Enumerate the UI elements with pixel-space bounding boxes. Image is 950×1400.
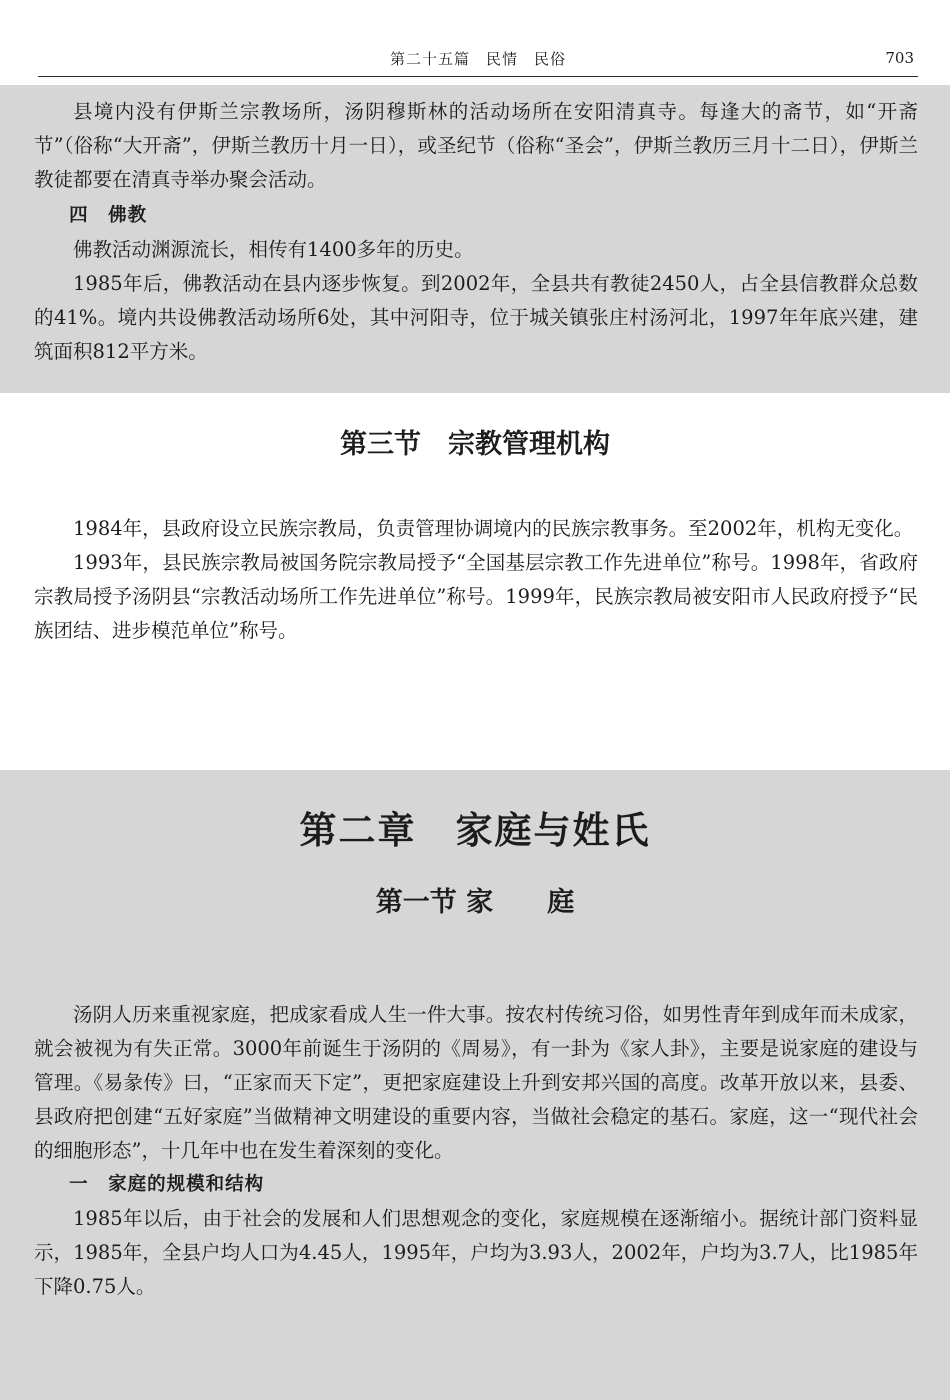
section-one-title: 第一节 家 庭 <box>375 887 575 918</box>
section-three-paragraph-2: 1993年，县民族宗教局被国务院宗教局授予“全国基层宗教工作先进单位”称号。1998年，省政府宗教局授予汤阴县“宗教活动场所工作先进单位”称号。1999年，民族宗教局被安阳市人民政府授予“民族团结、进步模范单位”称号。 <box>34 551 918 642</box>
buddhism-section <box>34 199 918 369</box>
family-intro-paragraph: 汤阴人历来重视家庭，把成家看成人生一件大事。按农村传统习俗，如男性青年到成年而未成家，就会被视为有失正常。3000年前诞生于汤阴的《周易》，有一卦为《家人卦》，主要是说家庭的建设与管理。《易彖传》曰，“正家而天下定”，更把家庭建设上升到安邦兴国的高度。改革开放以来，县委、县政府把创建“五好家庭”当做精神文明建设的重要内容，当做社会稳定的基石。家庭，这一“现代社会的细胞形态”，十几年中也在发生着深刻的变化。 <box>34 1003 918 1162</box>
buddhism-paragraph-1: 佛教活动渊源流长，相传有1400多年的历史。 <box>73 238 474 261</box>
section-three-paragraph-1: 1984年，县政府设立民族宗教局，负责管理协调境内的民族宗教事务。至2002年，机构无变化。 <box>73 517 914 540</box>
section-three-body <box>34 512 918 648</box>
islam-paragraph: 县境内没有伊斯兰宗教场所，汤阴穆斯林的活动场所在安阳清真寺。每逢大的斋节，如“开斋节”（俗称“大开斋”，伊斯兰教历十月一日），或圣纪节（俗称“圣会”，伊斯兰教历三月十二日），伊斯兰教徒都要在清真寺举办聚会活动。 <box>34 100 918 191</box>
running-header <box>38 40 918 77</box>
running-title: 第二十五篇 民情 民俗 <box>389 50 566 68</box>
islam-section <box>34 95 918 197</box>
chapter-two-title: 第二章 家庭与姓氏 <box>299 809 651 852</box>
family-scale-paragraph: 1985年以后，由于社会的发展和人们思想观念的变化，家庭规模在逐渐缩小。据统计部门资料显示，1985年，全县户均人口为4.45人，1995年，户均为3.93人，2002年，户均为3.7人，比1985年下降0.75人。 <box>34 1207 918 1298</box>
buddhism-heading: 四 佛教 <box>69 205 148 226</box>
buddhism-paragraph-2: 1985年后，佛教活动在县内逐步恢复。到2002年，全县共有教徒2450人，占全县信教群众总数的41%。境内共设佛教活动场所6处，其中河阳寺，位于城关镇张庄村汤河北，1997年年底兴建，建筑面积812平方米。 <box>34 272 918 363</box>
family-section-body <box>34 998 918 1304</box>
page-number: 703 <box>885 49 914 67</box>
family-scale-subheading: 一 家庭的规模和结构 <box>69 1174 265 1195</box>
section-three-title: 第三节 宗教管理机构 <box>340 429 610 460</box>
